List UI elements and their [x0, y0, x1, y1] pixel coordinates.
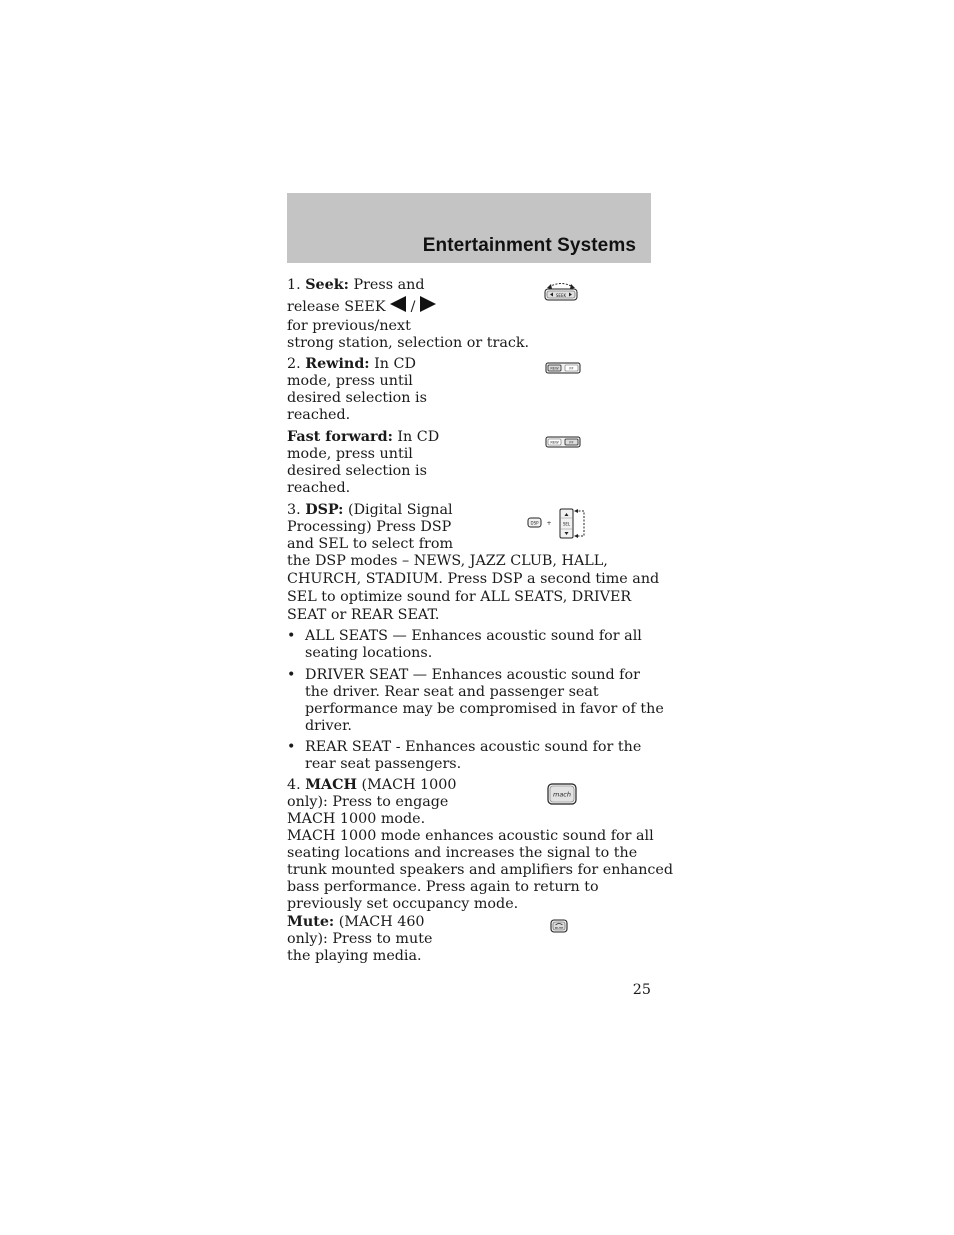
- svg-text:SEEK: SEEK: [555, 292, 567, 298]
- seek-paragraph: 1. Seek: Press and release SEEK / for previous/next strong station, selection or track.: [287, 277, 530, 351]
- svg-text:mach: mach: [552, 790, 572, 799]
- rewind-label: Rewind:: [305, 356, 370, 372]
- mute-paragraph: Mute: (MACH 460 only): Press to mute the playing media.: [287, 914, 433, 964]
- seek-forward-arrow-icon: [420, 296, 436, 312]
- fast-forward-paragraph: Fast forward: In CD mode, press until desired selection is reached.: [287, 429, 440, 496]
- mute-button-icon: [550, 919, 568, 933]
- seek-button-icon: [542, 281, 580, 303]
- fast-forward-label: Fast forward:: [287, 429, 393, 445]
- svg-text:DSP: DSP: [530, 520, 539, 526]
- mach-button-icon: [547, 783, 577, 805]
- dsp-sel-buttons-icon: [526, 507, 588, 541]
- svg-text:+: +: [546, 520, 552, 527]
- fast-forward-button-icon: [545, 436, 581, 448]
- mach-paragraph: 4. MACH (MACH 1000 only): Press to engage MACH 1000 mode. MACH 1000 mode enhances acoustic sound for all seating locations and increases the signal to the trunk mounted speakers and amplifiers for enhanced bass performance. Press again to return to previously set occupancy mode.: [287, 777, 674, 912]
- svg-text:FF: FF: [569, 366, 574, 371]
- section-title: Entertainment Systems: [422, 235, 636, 256]
- seek-label: Seek:: [305, 277, 349, 293]
- svg-text:SEL: SEL: [562, 521, 571, 527]
- section-header: [287, 193, 651, 263]
- page-number: 25: [632, 982, 651, 998]
- rewind-button-icon: [545, 362, 581, 374]
- rewind-paragraph: 2. Rewind: In CD mode, press until desired selection is reached.: [287, 356, 427, 423]
- dsp-label: DSP:: [305, 502, 344, 518]
- mute-label: Mute:: [287, 914, 335, 930]
- svg-text:REW: REW: [550, 366, 559, 371]
- svg-text:REW: REW: [550, 440, 559, 445]
- dsp-paragraph: 3. DSP: (Digital Signal Processing) Press DSP and SEL to select from the DSP modes – NEWS, JAZZ CLUB, HALL, CHURCH, STADIUM. Press DSP a second time and SEL to optimize sound for ALL SEATS, DRIVER SEAT or REAR SEAT.: [287, 502, 660, 623]
- mach-label: MACH: [305, 777, 358, 793]
- svg-text:FF: FF: [569, 440, 574, 445]
- seek-back-arrow-icon: [390, 296, 406, 312]
- svg-text:MUTE: MUTE: [554, 925, 564, 930]
